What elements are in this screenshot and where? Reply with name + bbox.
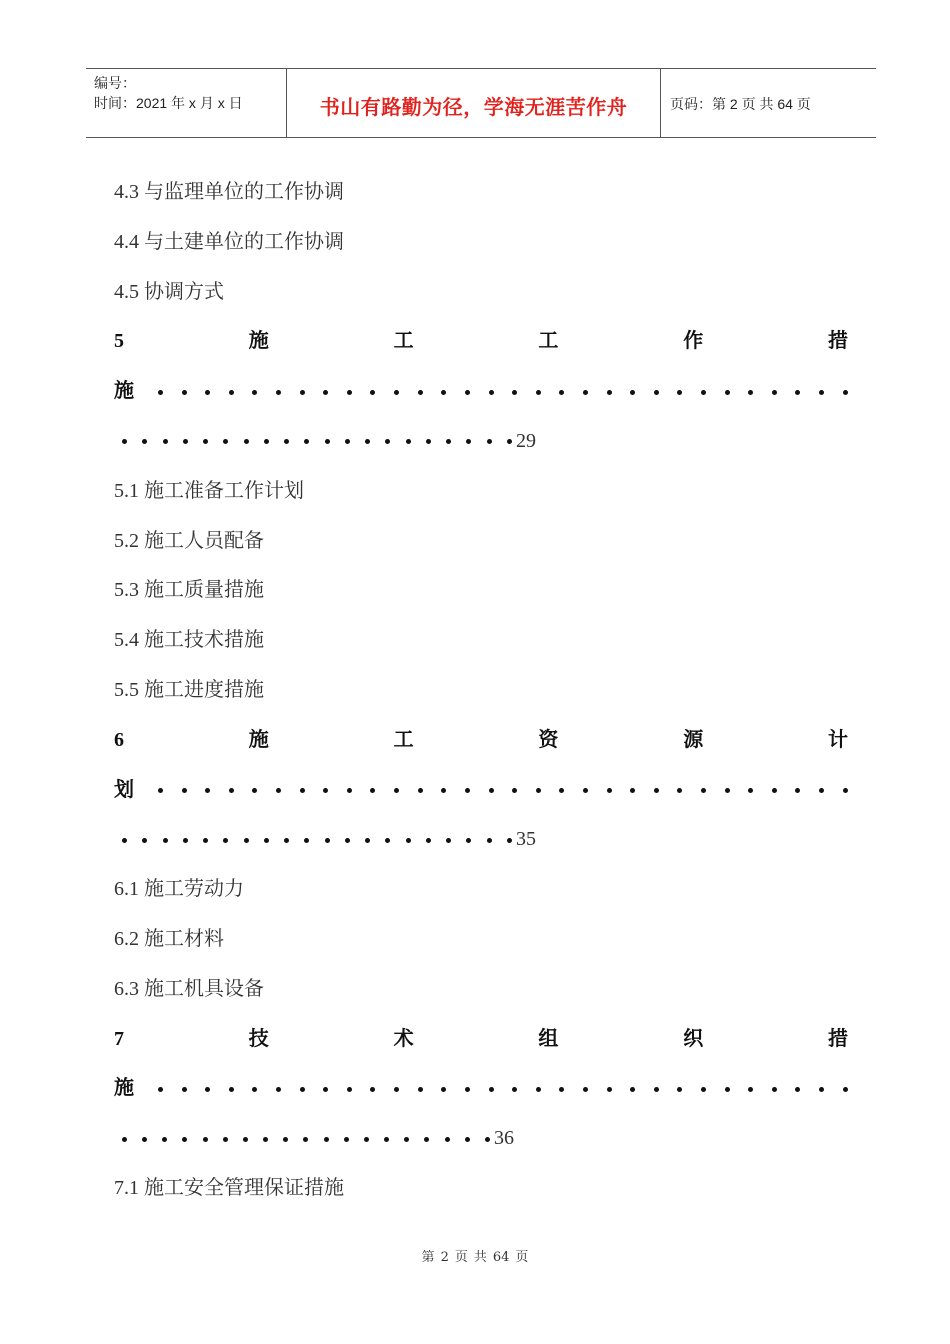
toc-section-6-heading[interactable]	[114, 716, 848, 766]
leader-dot	[142, 838, 147, 843]
toc-item-5-4[interactable]: 5.4 施工技术措施	[114, 629, 264, 652]
leader-dot	[654, 788, 659, 793]
leader-dot	[426, 439, 431, 444]
toc-heading-char: 资	[538, 728, 559, 751]
leader-dot	[536, 390, 541, 395]
table-of-contents	[114, 168, 848, 1214]
header-motto-cell	[286, 69, 661, 137]
leader-dot	[384, 1137, 389, 1142]
leader-dot	[276, 390, 281, 395]
leader-dot	[122, 439, 127, 444]
toc-item-5-3[interactable]: 5.3 施工质量措施	[114, 579, 264, 602]
leader-dot	[795, 1087, 800, 1092]
header-page-cell	[660, 69, 876, 137]
leader-dot	[323, 390, 328, 395]
leader-dot	[441, 390, 446, 395]
leader-dot	[466, 838, 471, 843]
leader-dot	[394, 390, 399, 395]
toc-section-5-leader-end	[114, 417, 848, 467]
dot-leader	[138, 390, 848, 395]
leader-dot	[244, 439, 249, 444]
leader-dot	[394, 1087, 399, 1092]
leader-dot	[406, 439, 411, 444]
leader-dot	[243, 1137, 248, 1142]
leader-dot	[630, 1087, 635, 1092]
leader-dot	[489, 788, 494, 793]
leader-dot	[300, 1087, 305, 1092]
leader-dot	[122, 1137, 127, 1142]
toc-section-5-heading[interactable]	[114, 317, 848, 367]
leader-dot	[142, 1137, 147, 1142]
leader-dot	[347, 788, 352, 793]
leader-dot	[748, 1087, 753, 1092]
toc-heading-char: 工	[393, 330, 414, 353]
leader-dot	[370, 1087, 375, 1092]
dot-leader	[138, 1087, 848, 1092]
leader-dot	[485, 1137, 490, 1142]
leader-dot	[284, 838, 289, 843]
leader-dot	[748, 788, 753, 793]
toc-section-number: 6	[114, 728, 124, 751]
leader-dot	[283, 1137, 288, 1142]
leader-dot	[364, 1137, 369, 1142]
leader-dot	[394, 788, 399, 793]
toc-item-6-2[interactable]: 6.2 施工材料	[114, 927, 224, 950]
leader-dot	[512, 1087, 517, 1092]
leader-dot	[303, 1137, 308, 1142]
leader-dot	[263, 1137, 268, 1142]
leader-dot	[424, 1137, 429, 1142]
footer-ye: 页	[454, 1250, 468, 1265]
footer-ye2: 页	[515, 1250, 529, 1265]
leader-dot	[223, 1137, 228, 1142]
toc-item-5-1[interactable]: 5.1 施工准备工作计划	[114, 479, 304, 502]
leader-dot	[203, 439, 208, 444]
leader-dot	[489, 1087, 494, 1092]
leader-dot	[583, 1087, 588, 1092]
leader-dot	[418, 1087, 423, 1092]
leader-dot	[264, 838, 269, 843]
page-header	[86, 68, 876, 138]
header-meta-cell	[86, 69, 286, 137]
leader-dot	[182, 788, 187, 793]
leader-dot	[385, 439, 390, 444]
leader-dot	[701, 1087, 706, 1092]
leader-dot	[229, 1087, 234, 1092]
toc-heading-char: 技	[248, 1027, 269, 1050]
leader-dot	[347, 1087, 352, 1092]
dot-leader	[114, 439, 512, 444]
leader-dot	[252, 788, 257, 793]
toc-section-6-leader	[114, 766, 848, 816]
leader-dot	[182, 1087, 187, 1092]
leader-dot	[512, 788, 517, 793]
leader-dot	[583, 788, 588, 793]
toc-item-4-3[interactable]: 4.3 与监理单位的工作协调	[114, 181, 344, 203]
toc-section-7-leader-end	[114, 1114, 848, 1164]
leader-dot	[229, 390, 234, 395]
dot-leader	[138, 788, 848, 793]
leader-dot	[404, 1137, 409, 1142]
leader-dot	[229, 788, 234, 793]
leader-dot	[489, 390, 494, 395]
leader-dot	[465, 1087, 470, 1092]
toc-heading-char: 工	[393, 728, 414, 751]
leader-dot	[158, 390, 163, 395]
leader-dot	[182, 390, 187, 395]
leader-dot	[748, 390, 753, 395]
leader-dot	[183, 439, 188, 444]
leader-dot	[445, 1137, 450, 1142]
leader-dot	[300, 390, 305, 395]
toc-heading-char: 织	[683, 1027, 704, 1050]
leader-dot	[205, 1087, 210, 1092]
leader-dot	[654, 1087, 659, 1092]
leader-dot	[819, 1087, 824, 1092]
leader-dot	[559, 788, 564, 793]
leader-dot	[264, 439, 269, 444]
leader-dot	[252, 1087, 257, 1092]
leader-dot	[223, 439, 228, 444]
leader-dot	[819, 390, 824, 395]
leader-dot	[418, 390, 423, 395]
toc-heading-char: 施	[114, 380, 134, 403]
leader-dot	[441, 788, 446, 793]
header-page-info: 页码：第 2 页 共 64 页	[670, 96, 811, 112]
leader-dot	[583, 390, 588, 395]
leader-dot	[701, 390, 706, 395]
toc-heading-char: 施	[114, 1077, 134, 1100]
toc-heading-char: 工	[538, 330, 559, 353]
leader-dot	[677, 390, 682, 395]
toc-page-number: 29	[516, 429, 536, 452]
leader-dot	[244, 838, 249, 843]
toc-item-6-3[interactable]: 6.3 施工机具设备	[114, 977, 264, 1000]
toc-page-number: 36	[494, 1127, 514, 1150]
leader-dot	[466, 439, 471, 444]
leader-dot	[223, 838, 228, 843]
toc-heading-char: 组	[538, 1027, 559, 1050]
leader-dot	[162, 1137, 167, 1142]
toc-heading-char: 施	[248, 330, 269, 353]
toc-heading-char: 作	[683, 330, 704, 353]
leader-dot	[324, 1137, 329, 1142]
leader-dot	[323, 788, 328, 793]
leader-dot	[772, 788, 777, 793]
leader-dot	[365, 838, 370, 843]
leader-dot	[677, 1087, 682, 1092]
dot-leader	[114, 1137, 490, 1142]
leader-dot	[507, 838, 512, 843]
leader-dot	[252, 390, 257, 395]
leader-dot	[426, 838, 431, 843]
toc-section-7-leader	[114, 1064, 848, 1114]
leader-dot	[446, 838, 451, 843]
leader-dot	[205, 390, 210, 395]
leader-dot	[158, 788, 163, 793]
leader-dot	[203, 838, 208, 843]
leader-dot	[385, 838, 390, 843]
leader-dot	[284, 439, 289, 444]
leader-dot	[607, 788, 612, 793]
leader-dot	[772, 1087, 777, 1092]
footer-gong: 共	[473, 1250, 487, 1265]
toc-item-4-5[interactable]: 4.5 协调方式	[114, 280, 224, 303]
leader-dot	[725, 788, 730, 793]
toc-heading-char: 计	[827, 728, 848, 751]
leader-dot	[536, 788, 541, 793]
leader-dot	[345, 439, 350, 444]
toc-heading-char: 术	[393, 1027, 414, 1050]
leader-dot	[304, 439, 309, 444]
leader-dot	[677, 788, 682, 793]
leader-dot	[536, 1087, 541, 1092]
toc-item-5-2[interactable]: 5.2 施工人员配备	[114, 529, 264, 552]
toc-item-4-4[interactable]: 4.4 与土建单位的工作协调	[114, 230, 344, 253]
leader-dot	[465, 788, 470, 793]
leader-dot	[512, 390, 517, 395]
leader-dot	[795, 788, 800, 793]
leader-dot	[347, 390, 352, 395]
document-number-label: 编号：	[94, 75, 136, 91]
toc-section-5-leader	[114, 367, 848, 417]
toc-section-number: 7	[114, 1027, 124, 1050]
leader-dot	[654, 390, 659, 395]
leader-dot	[323, 1087, 328, 1092]
leader-dot	[507, 439, 512, 444]
leader-dot	[276, 1087, 281, 1092]
toc-item-7-1[interactable]: 7.1 施工安全管理保证措施	[114, 1176, 344, 1199]
leader-dot	[441, 1087, 446, 1092]
leader-dot	[183, 838, 188, 843]
leader-dot	[487, 838, 492, 843]
leader-dot	[406, 838, 411, 843]
leader-dot	[370, 390, 375, 395]
leader-dot	[182, 1137, 187, 1142]
leader-dot	[630, 390, 635, 395]
leader-dot	[725, 390, 730, 395]
leader-dot	[819, 788, 824, 793]
toc-item-5-5[interactable]: 5.5 施工进度措施	[114, 678, 264, 701]
leader-dot	[465, 390, 470, 395]
leader-dot	[344, 1137, 349, 1142]
leader-dot	[607, 390, 612, 395]
toc-section-7-heading[interactable]	[114, 1015, 848, 1065]
leader-dot	[122, 838, 127, 843]
toc-page-number: 35	[516, 828, 536, 851]
leader-dot	[843, 788, 848, 793]
footer-di: 第	[421, 1250, 435, 1265]
leader-dot	[370, 788, 375, 793]
toc-section-6-leader-end	[114, 815, 848, 865]
document-date-label: 时间：2021 年 x 月 x 日	[94, 95, 243, 111]
leader-dot	[325, 439, 330, 444]
leader-dot	[276, 788, 281, 793]
leader-dot	[205, 788, 210, 793]
leader-dot	[446, 439, 451, 444]
leader-dot	[325, 838, 330, 843]
page-footer	[0, 1246, 950, 1265]
toc-heading-char: 措	[827, 330, 848, 353]
dot-leader	[114, 838, 512, 843]
leader-dot	[843, 390, 848, 395]
toc-item-6-1[interactable]: 6.1 施工劳动力	[114, 878, 244, 901]
footer-total-pages: 64	[492, 1250, 510, 1265]
toc-section-number: 5	[114, 330, 124, 353]
leader-dot	[418, 788, 423, 793]
leader-dot	[725, 1087, 730, 1092]
leader-dot	[203, 1137, 208, 1142]
toc-heading-char: 措	[827, 1027, 848, 1050]
leader-dot	[559, 390, 564, 395]
leader-dot	[630, 788, 635, 793]
leader-dot	[163, 838, 168, 843]
leader-dot	[772, 390, 777, 395]
leader-dot	[163, 439, 168, 444]
toc-heading-char: 源	[683, 728, 704, 751]
leader-dot	[142, 439, 147, 444]
leader-dot	[487, 439, 492, 444]
leader-dot	[158, 1087, 163, 1092]
toc-heading-char: 施	[248, 728, 269, 751]
leader-dot	[559, 1087, 564, 1092]
leader-dot	[300, 788, 305, 793]
leader-dot	[795, 390, 800, 395]
footer-page-number: 2	[440, 1250, 449, 1265]
leader-dot	[345, 838, 350, 843]
leader-dot	[465, 1137, 470, 1142]
toc-heading-char: 划	[114, 778, 134, 801]
leader-dot	[365, 439, 370, 444]
header-motto: 书山有路勤为径，学海无涯苦作舟	[319, 95, 628, 119]
leader-dot	[607, 1087, 612, 1092]
leader-dot	[843, 1087, 848, 1092]
leader-dot	[701, 788, 706, 793]
leader-dot	[304, 838, 309, 843]
